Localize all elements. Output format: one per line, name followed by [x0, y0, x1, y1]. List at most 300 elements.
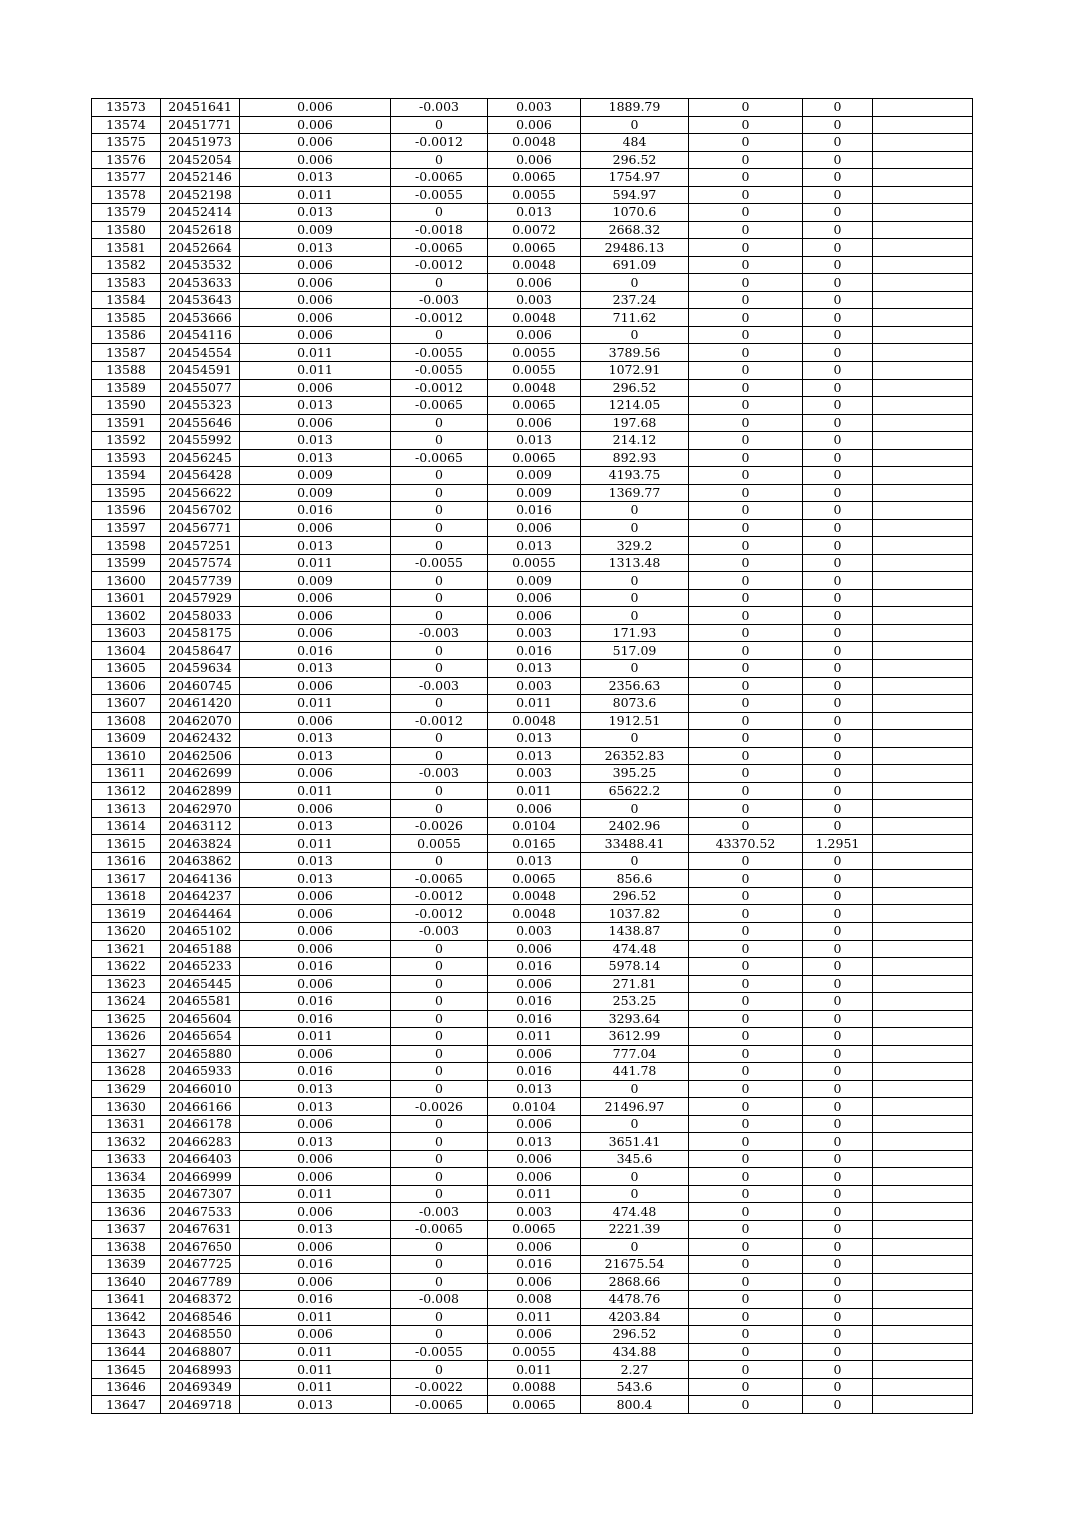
- table-cell: -0.0022: [391, 1378, 488, 1396]
- table-cell: 4203.84: [581, 1308, 689, 1326]
- table-cell: 0: [689, 256, 803, 274]
- table-row: [92, 660, 973, 678]
- table-cell: 0: [391, 1361, 488, 1379]
- table-cell: [873, 1308, 973, 1326]
- table-cell: [873, 1063, 973, 1081]
- table-cell: 1070.6: [581, 204, 689, 222]
- table-cell: 0: [391, 993, 488, 1011]
- table-row: [92, 922, 973, 940]
- table-cell: 0: [803, 1221, 873, 1239]
- table-cell: 0: [803, 291, 873, 309]
- table-cell: 20452054: [161, 151, 240, 169]
- table-cell: 0: [689, 975, 803, 993]
- table-cell: [873, 221, 973, 239]
- table-cell: 0: [689, 204, 803, 222]
- table-cell: 13646: [92, 1378, 161, 1396]
- table-cell: [873, 309, 973, 327]
- table-cell: 65622.2: [581, 782, 689, 800]
- table-cell: 20465604: [161, 1010, 240, 1028]
- table-cell: 13616: [92, 852, 161, 870]
- table-cell: 0: [803, 1133, 873, 1151]
- table-cell: -0.003: [391, 677, 488, 695]
- table-cell: [873, 817, 973, 835]
- table-cell: 0: [689, 169, 803, 187]
- table-cell: 0: [803, 975, 873, 993]
- table-cell: [873, 572, 973, 590]
- table-cell: -0.0026: [391, 1098, 488, 1116]
- table-cell: 0: [689, 922, 803, 940]
- table-cell: 0: [689, 1308, 803, 1326]
- table-cell: 13631: [92, 1115, 161, 1133]
- table-cell: 20457929: [161, 589, 240, 607]
- table-cell: 13573: [92, 99, 161, 117]
- table-cell: 0.0088: [488, 1378, 581, 1396]
- table-cell: [873, 1291, 973, 1309]
- table-cell: 20466403: [161, 1150, 240, 1168]
- table-cell: 1214.05: [581, 397, 689, 415]
- table-cell: 20453633: [161, 274, 240, 292]
- table-row: [92, 361, 973, 379]
- table-cell: 1889.79: [581, 99, 689, 117]
- table-cell: 13626: [92, 1028, 161, 1046]
- table-cell: 0: [391, 958, 488, 976]
- table-cell: 0: [803, 414, 873, 432]
- table-row: [92, 274, 973, 292]
- table-cell: [873, 537, 973, 555]
- table-cell: 0.006: [240, 607, 391, 625]
- table-cell: 0.006: [240, 116, 391, 134]
- table-cell: -0.0012: [391, 256, 488, 274]
- table-cell: 21496.97: [581, 1098, 689, 1116]
- table-row: [92, 747, 973, 765]
- table-cell: 0: [803, 309, 873, 327]
- table-cell: 13620: [92, 922, 161, 940]
- table-cell: 0: [391, 1256, 488, 1274]
- table-cell: [873, 1361, 973, 1379]
- table-cell: 0: [803, 151, 873, 169]
- table-cell: [873, 589, 973, 607]
- table-cell: 0: [689, 1010, 803, 1028]
- table-cell: 20467307: [161, 1185, 240, 1203]
- table-cell: 0.009: [488, 572, 581, 590]
- table-cell: 0.006: [488, 975, 581, 993]
- table-cell: 0.006: [488, 1168, 581, 1186]
- table-cell: -0.0065: [391, 1221, 488, 1239]
- table-cell: 0.006: [488, 1150, 581, 1168]
- table-cell: 20456428: [161, 467, 240, 485]
- table-cell: 1754.97: [581, 169, 689, 187]
- table-cell: 0: [391, 274, 488, 292]
- table-cell: 0: [391, 1028, 488, 1046]
- table-cell: 0: [689, 1273, 803, 1291]
- table-cell: 0.011: [240, 1185, 391, 1203]
- table-cell: 13592: [92, 432, 161, 450]
- table-cell: 0: [803, 397, 873, 415]
- table-row: [92, 887, 973, 905]
- table-cell: 0: [803, 99, 873, 117]
- table-cell: 2868.66: [581, 1273, 689, 1291]
- table-cell: 0: [391, 1133, 488, 1151]
- table-cell: 0: [581, 326, 689, 344]
- table-cell: 0: [803, 484, 873, 502]
- table-cell: 0: [803, 502, 873, 520]
- table-cell: 0: [689, 730, 803, 748]
- table-cell: [873, 993, 973, 1011]
- table-cell: 3789.56: [581, 344, 689, 362]
- table-cell: 13605: [92, 660, 161, 678]
- table-cell: 20458175: [161, 624, 240, 642]
- table-cell: 0: [689, 1343, 803, 1361]
- table-cell: 0.009: [240, 484, 391, 502]
- table-cell: 13590: [92, 397, 161, 415]
- table-cell: 0: [391, 1063, 488, 1081]
- table-cell: 0.006: [240, 1273, 391, 1291]
- table-cell: 0.016: [488, 1063, 581, 1081]
- table-cell: 20457574: [161, 554, 240, 572]
- table-cell: 13638: [92, 1238, 161, 1256]
- table-cell: 13628: [92, 1063, 161, 1081]
- table-cell: 0: [689, 134, 803, 152]
- table-cell: 0: [689, 449, 803, 467]
- table-cell: 13600: [92, 572, 161, 590]
- table-cell: 0.006: [488, 116, 581, 134]
- table-cell: 0.011: [240, 1378, 391, 1396]
- table-row: [92, 221, 973, 239]
- table-cell: 0.016: [240, 958, 391, 976]
- table-cell: 20465233: [161, 958, 240, 976]
- table-cell: 13579: [92, 204, 161, 222]
- table-cell: 0: [803, 677, 873, 695]
- table-cell: 0: [581, 800, 689, 818]
- table-cell: 0.006: [240, 624, 391, 642]
- table-cell: 0: [803, 695, 873, 713]
- table-cell: 13634: [92, 1168, 161, 1186]
- table-cell: 0: [803, 589, 873, 607]
- table-cell: 20458647: [161, 642, 240, 660]
- table-cell: 0: [391, 467, 488, 485]
- table-cell: 13623: [92, 975, 161, 993]
- table-cell: 20465445: [161, 975, 240, 993]
- table-cell: 0: [689, 116, 803, 134]
- table-row: [92, 1238, 973, 1256]
- table-cell: 0: [581, 1115, 689, 1133]
- table-cell: 543.6: [581, 1378, 689, 1396]
- table-cell: 0: [803, 537, 873, 555]
- table-cell: 0.011: [488, 1361, 581, 1379]
- table-cell: 0.011: [240, 782, 391, 800]
- table-cell: 0.013: [240, 1396, 391, 1414]
- table-cell: 0: [689, 99, 803, 117]
- table-cell: [873, 607, 973, 625]
- table-row: [92, 1326, 973, 1344]
- table-cell: 0.0165: [488, 835, 581, 853]
- table-cell: 0.0065: [488, 239, 581, 257]
- table-cell: 0.0055: [391, 835, 488, 853]
- table-row: [92, 1273, 973, 1291]
- table-cell: 13622: [92, 958, 161, 976]
- table-row: [92, 519, 973, 537]
- table-cell: 0: [391, 695, 488, 713]
- table-cell: 0: [689, 291, 803, 309]
- table-cell: 0.006: [488, 1326, 581, 1344]
- table-cell: 0: [689, 1028, 803, 1046]
- table-cell: [873, 1133, 973, 1151]
- table-cell: 20467533: [161, 1203, 240, 1221]
- table-row: [92, 397, 973, 415]
- table-cell: -0.0012: [391, 134, 488, 152]
- table-row: [92, 291, 973, 309]
- table-cell: 20455077: [161, 379, 240, 397]
- table-cell: 0: [803, 256, 873, 274]
- table-cell: 20467789: [161, 1273, 240, 1291]
- table-row: [92, 1168, 973, 1186]
- table-cell: [873, 449, 973, 467]
- table-cell: 0: [689, 958, 803, 976]
- table-row: [92, 116, 973, 134]
- table-cell: 0: [803, 116, 873, 134]
- table-cell: 0: [391, 660, 488, 678]
- table-cell: 0.0048: [488, 309, 581, 327]
- table-cell: 0: [803, 186, 873, 204]
- table-cell: 13586: [92, 326, 161, 344]
- table-cell: 0: [581, 572, 689, 590]
- table-cell: [873, 291, 973, 309]
- table-cell: 13637: [92, 1221, 161, 1239]
- table-cell: 0: [689, 589, 803, 607]
- table-row: [92, 940, 973, 958]
- table-cell: [873, 134, 973, 152]
- table-cell: 0.003: [488, 99, 581, 117]
- table-cell: 0.006: [240, 1045, 391, 1063]
- table-cell: 0: [803, 870, 873, 888]
- table-cell: 13606: [92, 677, 161, 695]
- table-cell: 0.013: [240, 204, 391, 222]
- table-cell: [873, 1256, 973, 1274]
- table-cell: 0: [391, 1308, 488, 1326]
- table-cell: 13591: [92, 414, 161, 432]
- table-cell: 800.4: [581, 1396, 689, 1414]
- table-cell: 4193.75: [581, 467, 689, 485]
- table-row: [92, 204, 973, 222]
- table-cell: 271.81: [581, 975, 689, 993]
- table-cell: [873, 887, 973, 905]
- table-cell: 0: [803, 730, 873, 748]
- table-cell: 197.68: [581, 414, 689, 432]
- table-cell: 13583: [92, 274, 161, 292]
- table-cell: 0.009: [240, 467, 391, 485]
- table-cell: 13624: [92, 993, 161, 1011]
- table-row: [92, 1361, 973, 1379]
- table-cell: 13576: [92, 151, 161, 169]
- table-cell: 0: [689, 642, 803, 660]
- table-cell: 0.013: [240, 730, 391, 748]
- table-cell: 0: [803, 624, 873, 642]
- table-row: [92, 1028, 973, 1046]
- table-cell: 0.006: [488, 607, 581, 625]
- table-cell: 0.013: [240, 817, 391, 835]
- table-cell: 20466178: [161, 1115, 240, 1133]
- table-cell: 13644: [92, 1343, 161, 1361]
- table-cell: 26352.83: [581, 747, 689, 765]
- table-cell: [873, 204, 973, 222]
- table-cell: 1438.87: [581, 922, 689, 940]
- table-cell: 0.011: [240, 835, 391, 853]
- table-cell: [873, 1343, 973, 1361]
- table-cell: 20457251: [161, 537, 240, 555]
- table-cell: [873, 256, 973, 274]
- table-cell: 0.011: [240, 344, 391, 362]
- table-cell: 13618: [92, 887, 161, 905]
- table-row: [92, 449, 973, 467]
- table-cell: 0: [803, 922, 873, 940]
- table-cell: 20454591: [161, 361, 240, 379]
- table-cell: 0: [803, 274, 873, 292]
- table-cell: 13577: [92, 169, 161, 187]
- table-cell: 0: [391, 502, 488, 520]
- table-cell: -0.003: [391, 1203, 488, 1221]
- table-cell: 2356.63: [581, 677, 689, 695]
- table-row: [92, 730, 973, 748]
- table-cell: 0.0048: [488, 256, 581, 274]
- table-cell: 13647: [92, 1396, 161, 1414]
- table-cell: 8073.6: [581, 695, 689, 713]
- table-cell: 0.013: [240, 1133, 391, 1151]
- table-cell: 13585: [92, 309, 161, 327]
- table-cell: 13599: [92, 554, 161, 572]
- table-cell: 0: [689, 554, 803, 572]
- table-cell: 13641: [92, 1291, 161, 1309]
- table-row: [92, 256, 973, 274]
- table-cell: 20462432: [161, 730, 240, 748]
- table-cell: 0: [803, 817, 873, 835]
- table-cell: 0: [803, 712, 873, 730]
- table-cell: 20451641: [161, 99, 240, 117]
- table-cell: 0: [391, 1080, 488, 1098]
- table-row: [92, 817, 973, 835]
- table-cell: [873, 922, 973, 940]
- table-cell: 0: [391, 572, 488, 590]
- table-cell: 13596: [92, 502, 161, 520]
- table-cell: [873, 1185, 973, 1203]
- table-cell: 13619: [92, 905, 161, 923]
- table-cell: 0: [803, 747, 873, 765]
- table-cell: 13627: [92, 1045, 161, 1063]
- table-cell: 0.013: [240, 239, 391, 257]
- table-cell: -0.0012: [391, 712, 488, 730]
- table-cell: 0.0065: [488, 1221, 581, 1239]
- table-cell: 0.011: [240, 1028, 391, 1046]
- table-cell: 0: [803, 782, 873, 800]
- table-cell: 0.003: [488, 1203, 581, 1221]
- table-cell: 0: [689, 379, 803, 397]
- table-cell: 20462506: [161, 747, 240, 765]
- table-cell: 0.006: [488, 1273, 581, 1291]
- table-cell: 13603: [92, 624, 161, 642]
- table-cell: 0: [803, 344, 873, 362]
- table-cell: 0: [391, 589, 488, 607]
- table-cell: 0.011: [488, 782, 581, 800]
- table-cell: 0: [689, 712, 803, 730]
- table-cell: 0.006: [240, 1238, 391, 1256]
- table-cell: 0: [803, 1308, 873, 1326]
- table-cell: [873, 432, 973, 450]
- table-cell: 0: [689, 870, 803, 888]
- table-cell: 214.12: [581, 432, 689, 450]
- table-row: [92, 1221, 973, 1239]
- table-cell: -0.0055: [391, 554, 488, 572]
- table-cell: 0: [803, 642, 873, 660]
- table-cell: 0.0104: [488, 1098, 581, 1116]
- table-cell: [873, 660, 973, 678]
- table-cell: 0.0055: [488, 1343, 581, 1361]
- table-cell: 0: [391, 537, 488, 555]
- table-cell: -0.0065: [391, 397, 488, 415]
- table-row: [92, 572, 973, 590]
- table-cell: 20462070: [161, 712, 240, 730]
- table-cell: 13580: [92, 221, 161, 239]
- table-cell: 20465102: [161, 922, 240, 940]
- table-cell: 0.011: [240, 1343, 391, 1361]
- table-cell: [873, 554, 973, 572]
- table-row: [92, 975, 973, 993]
- table-cell: 20468807: [161, 1343, 240, 1361]
- table-cell: 13609: [92, 730, 161, 748]
- table-cell: 1072.91: [581, 361, 689, 379]
- table-cell: 0: [581, 660, 689, 678]
- table-cell: 13608: [92, 712, 161, 730]
- table-cell: 0: [391, 1115, 488, 1133]
- table-cell: 29486.13: [581, 239, 689, 257]
- table-cell: 0.006: [240, 975, 391, 993]
- table-cell: 0: [391, 1238, 488, 1256]
- table-cell: 20462699: [161, 765, 240, 783]
- table-cell: 20463862: [161, 852, 240, 870]
- table-cell: 0.011: [240, 1361, 391, 1379]
- table-cell: 13642: [92, 1308, 161, 1326]
- table-cell: 20457739: [161, 572, 240, 590]
- table-cell: [873, 1326, 973, 1344]
- table-cell: 0: [803, 1203, 873, 1221]
- table-cell: 0: [689, 572, 803, 590]
- table-cell: 0.006: [488, 414, 581, 432]
- table-cell: 0: [689, 624, 803, 642]
- table-cell: 20453643: [161, 291, 240, 309]
- table-cell: 434.88: [581, 1343, 689, 1361]
- table-cell: -0.0012: [391, 887, 488, 905]
- table-cell: 13630: [92, 1098, 161, 1116]
- table-cell: [873, 397, 973, 415]
- table-cell: [873, 905, 973, 923]
- table-cell: 13587: [92, 344, 161, 362]
- table-cell: 0.013: [240, 1080, 391, 1098]
- table-cell: 13588: [92, 361, 161, 379]
- table-cell: 21675.54: [581, 1256, 689, 1274]
- table-cell: 0: [689, 1361, 803, 1379]
- table-cell: 13633: [92, 1150, 161, 1168]
- table-row: [92, 1045, 973, 1063]
- table-cell: 0.009: [240, 221, 391, 239]
- table-cell: 13617: [92, 870, 161, 888]
- table-cell: 0.011: [488, 1028, 581, 1046]
- table-cell: 0.008: [488, 1291, 581, 1309]
- table-cell: 0.006: [240, 1150, 391, 1168]
- table-cell: 20469349: [161, 1378, 240, 1396]
- table-cell: 0.013: [488, 852, 581, 870]
- table-cell: 474.48: [581, 940, 689, 958]
- table-row: [92, 186, 973, 204]
- table-cell: 0.006: [240, 151, 391, 169]
- table-cell: 20453666: [161, 309, 240, 327]
